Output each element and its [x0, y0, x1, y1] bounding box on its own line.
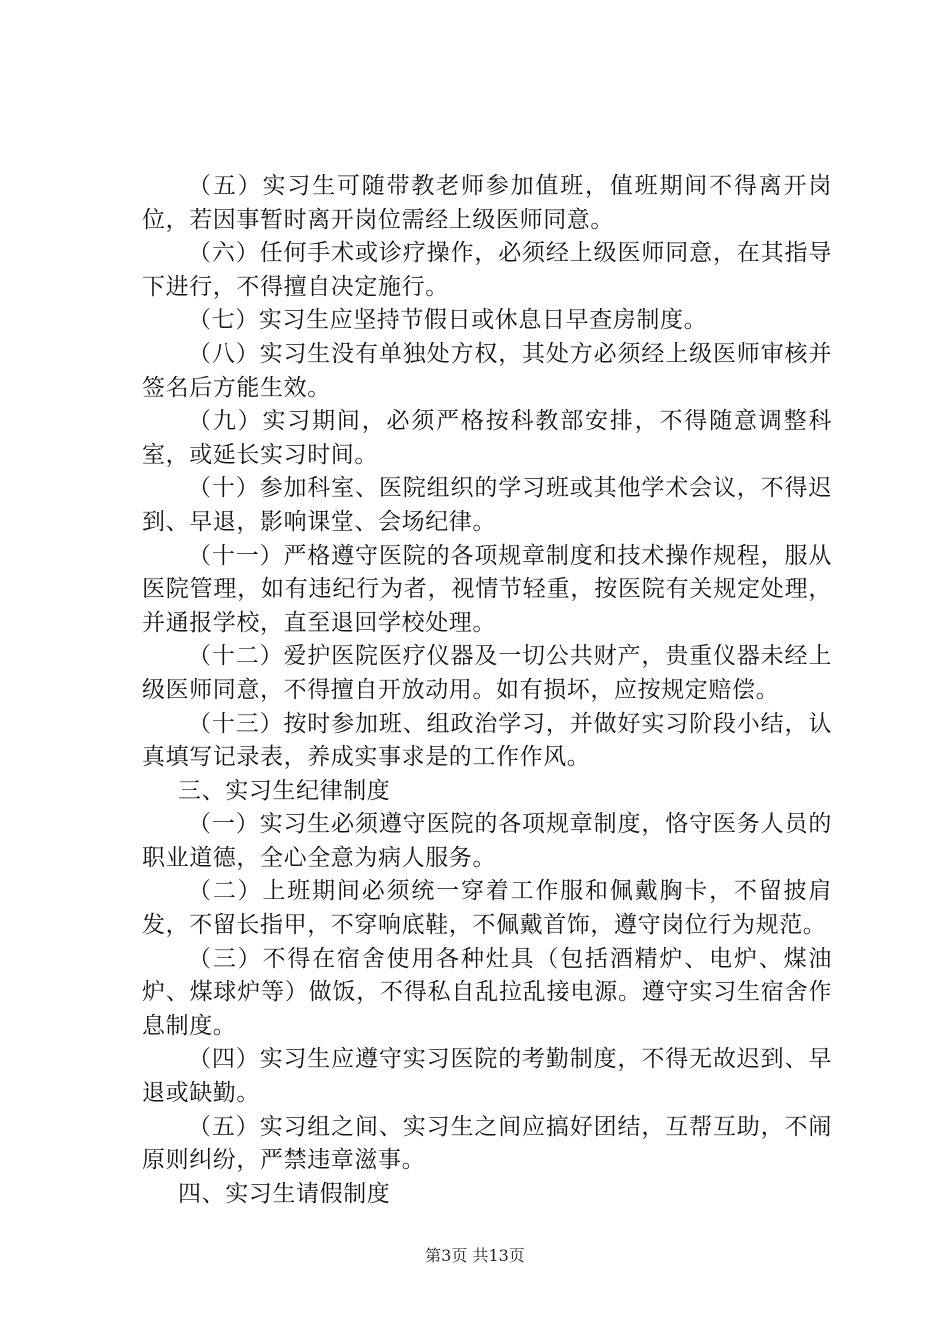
- paragraph-item-10: （十）参加科室、医院组织的学习班或其他学术会议，不得迟到、早退，影响课堂、会场纪律。: [142, 475, 832, 535]
- section-heading-discipline: 三、实习生纪律制度: [178, 777, 391, 804]
- paragraph-item-13: （十三）按时参加班、组政治学习，并做好实习阶段小结，认真填写记录表，养成实事求是的工作作风。: [142, 710, 832, 771]
- paragraph-item-8: （八）实习生没有单独处方权，其处方必须经上级医师审核并签名后方能生效。: [142, 340, 832, 401]
- paragraph-item-6: （六）任何手术或诊疗操作，必须经上级医师同意，在其指导下进行，不得擅自决定施行。: [142, 240, 832, 300]
- paragraph-item-11: （十一）严格遵守医院的各项规章制度和技术操作规程，服从医院管理，如有违纪行为者，视情节轻重，按医院有关规定处理，并通报学校，直至退回学校处理。: [142, 542, 832, 636]
- discipline-item-3: （三）不得在宿舍使用各种灶具（包括酒精炉、电炉、煤油炉、煤球炉等）做饭，不得私自乱拉乱接电源。遵守实习生宿舍作息制度。: [142, 945, 832, 1039]
- paragraph-item-5: （五）实习生可随带教老师参加值班，值班期间不得离开岗位，若因事暂时离开岗位需经上级医师同意。: [142, 173, 832, 233]
- paragraph-item-12: （十二）爱护医院医疗仪器及一切公共财产，贵重仪器未经上级医师同意，不得擅自开放动用。如有损坏，应按规定赔偿。: [142, 643, 832, 703]
- section-heading-leave: 四、实习生请假制度: [178, 1180, 391, 1207]
- paragraph-item-9: （九）实习期间，必须严格按科教部安排，不得随意调整科室，或延长实习时间。: [142, 408, 832, 468]
- page-number-footer: 第3页 共13页: [425, 1246, 525, 1265]
- discipline-item-4: （四）实习生应遵守实习医院的考勤制度，不得无故迟到、早退或缺勤。: [142, 1046, 832, 1107]
- document-body: [142, 170, 832, 1211]
- discipline-item-2: （二）上班期间必须统一穿着工作服和佩戴胸卡，不留披肩发，不留长指甲，不穿响底鞋，不佩戴首饰，遵守岗位行为规范。: [142, 878, 832, 939]
- paragraph-item-7: （七）实习生应坚持节假日或休息日早查房制度。: [188, 307, 708, 334]
- discipline-item-1: （一）实习生必须遵守医院的各项规章制度，恪守医务人员的职业道德，全心全意为病人服务。: [142, 811, 832, 871]
- discipline-item-5: （五）实习组之间、实习生之间应搞好团结，互帮互助，不闹原则纠纷，严禁违章滋事。: [142, 1113, 832, 1174]
